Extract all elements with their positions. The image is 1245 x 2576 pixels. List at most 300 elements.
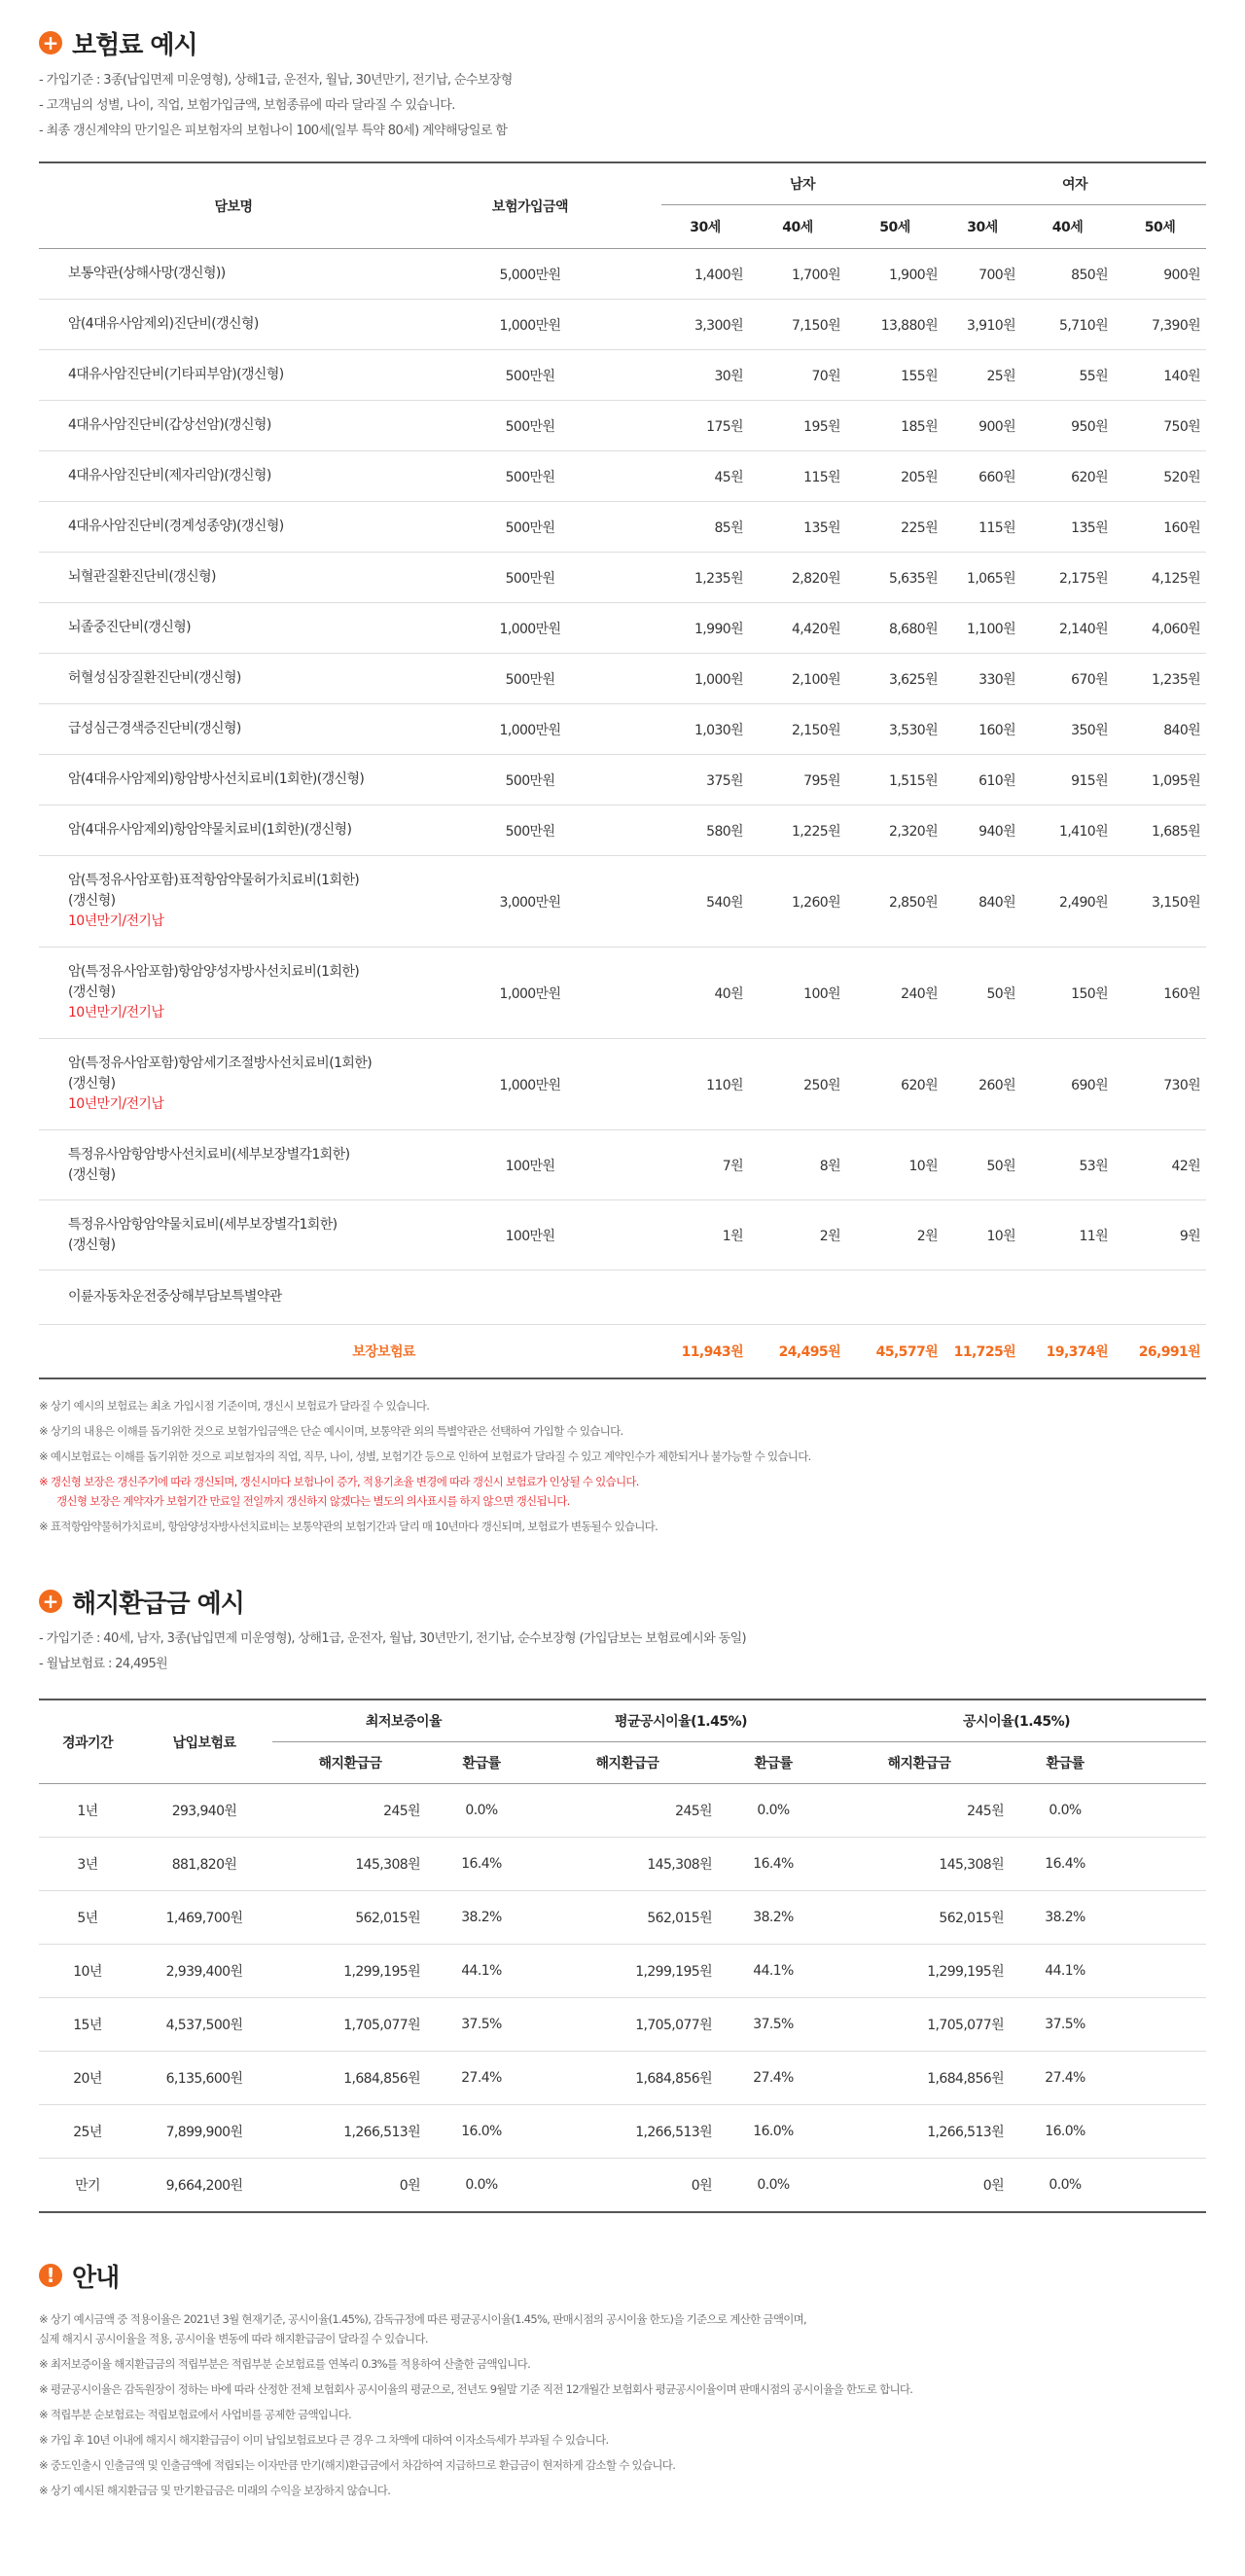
- male-premium: [846, 1270, 943, 1325]
- spacer-cell: [632, 451, 661, 502]
- refund-rate: 0.0%: [428, 1784, 535, 1838]
- female-premium: 520원: [1114, 451, 1206, 502]
- note-line: 갱신형 보장은 계약자가 보험기간 만료일 전일까지 갱신하지 않겠다는 별도의 의사표시를 하지 않으면 갱신됩니다.: [56, 1494, 570, 1508]
- refund-rate: 44.1%: [1012, 1945, 1119, 1998]
- female-premium: 55원: [1021, 350, 1114, 401]
- coverage-name: [39, 654, 428, 704]
- premium-notes: [39, 1393, 1245, 1539]
- male-premium: 13,880원: [846, 300, 943, 350]
- spacer-cell: [632, 1200, 661, 1270]
- male-premium: 155원: [846, 350, 943, 401]
- period-header: 경과기간: [39, 1699, 136, 1784]
- female-age-header: 40세: [1021, 205, 1114, 249]
- amount-header: 보험가입금액: [428, 162, 632, 249]
- spacer-cell: [1119, 1891, 1206, 1945]
- guide-title: 안내: [72, 2263, 120, 2293]
- female-premium: 9원: [1114, 1200, 1206, 1270]
- female-premium: 135원: [1021, 502, 1114, 553]
- coverage-amount: 500만원: [428, 553, 632, 603]
- note-line: ※ 적립부분 순보험료는 적립보험료에서 사업비를 공제한 금액입니다.: [39, 2408, 352, 2421]
- coverage-name-line: 특정유사암항암방사선치료비(세부보장별각1회한): [68, 1146, 350, 1163]
- spacer-cell: [632, 948, 661, 1039]
- refund-rate: 0.0%: [1012, 2159, 1119, 2213]
- female-premium: 700원: [943, 249, 1021, 300]
- male-premium: 375원: [661, 755, 749, 805]
- coverage-name-line: (갱신형): [68, 1166, 116, 1183]
- male-premium: 2,100원: [749, 654, 846, 704]
- note-line: ※ 상기 예시의 보험료는 최초 가입시점 기준이며, 갱신시 보험료가 달라질 수 있습니다.: [39, 1399, 430, 1413]
- coverage-header: 담보명: [39, 162, 428, 249]
- male-premium: 135원: [749, 502, 846, 553]
- rate-group-header: 평균공시이율(1.45%): [535, 1699, 827, 1742]
- female-premium: 1,065원: [943, 553, 1021, 603]
- male-premium: 70원: [749, 350, 846, 401]
- coverage-name: [39, 1130, 428, 1200]
- coverage-name-line: (갱신형): [68, 893, 116, 909]
- coverage-name-line: 암(4대유사암제외)항암방사선치료비(1회한)(갱신형): [68, 771, 365, 787]
- premium-desc-line: - 최종 갱신계약의 만기일은 피보험자의 보험나이 100세(일부 특약 80세) 계약해당일로 함: [39, 124, 508, 138]
- coverage-name: [39, 704, 428, 755]
- female-total: 26,991원: [1138, 1344, 1201, 1360]
- spacer-cell: [1119, 2052, 1206, 2105]
- refund-paid: 9,664,200원: [136, 2159, 272, 2213]
- male-premium: 2,150원: [749, 704, 846, 755]
- male-premium: 7원: [661, 1130, 749, 1200]
- spacer-cell: [632, 249, 661, 300]
- coverage-name-line: 암(특정유사암포함)항암세기조절방사선치료비(1회한): [68, 1055, 373, 1071]
- male-total: 24,495원: [778, 1344, 840, 1360]
- spacer-cell: [632, 805, 661, 856]
- refund-paid: 6,135,600원: [136, 2052, 272, 2105]
- coverage-name: [39, 948, 428, 1039]
- refund-period: 10년: [39, 1945, 136, 1998]
- female-header: 여자: [943, 162, 1206, 205]
- coverage-name: [39, 603, 428, 654]
- spacer-cell: [632, 350, 661, 401]
- female-premium: 4,125원: [1114, 553, 1206, 603]
- refund-amount: 1,266,513원: [272, 2105, 428, 2159]
- female-premium: 900원: [943, 401, 1021, 451]
- refund-period: 25년: [39, 2105, 136, 2159]
- refund-table: [39, 1699, 1206, 2213]
- note-line: ※ 표적항암약물허가치료비, 항암양성자방사선치료비는 보통약관의 보험기간과 달리 매 10년마다 갱신되며, 보험료가 변동될수 있습니다.: [39, 1520, 658, 1533]
- spacer-cell: [1119, 2105, 1206, 2159]
- coverage-amount: 1,000만원: [428, 603, 632, 654]
- female-premium: 330원: [943, 654, 1021, 704]
- coverage-amount: 500만원: [428, 654, 632, 704]
- male-premium: 240원: [846, 948, 943, 1039]
- female-premium: 1,095원: [1114, 755, 1206, 805]
- spacer-cell: [632, 401, 661, 451]
- coverage-name: [39, 249, 428, 300]
- premium-desc-line: - 가입기준 : 3종(납입면제 미운영형), 상해1급, 운전자, 월납, 30년만기, 전기납, 순수보장형: [39, 73, 513, 88]
- female-premium: 670원: [1021, 654, 1114, 704]
- refund-amount: 1,266,513원: [827, 2105, 1012, 2159]
- refund-amount: 1,705,077원: [535, 1998, 720, 2052]
- refund-section-header: [39, 1582, 1245, 1621]
- premium-row: [39, 704, 1206, 755]
- guide-notes: [39, 2307, 1245, 2503]
- refund-amount: 1,299,195원: [272, 1945, 428, 1998]
- male-premium: [661, 1270, 749, 1325]
- coverage-name-line: 뇌졸중진단비(갱신형): [68, 620, 192, 635]
- premium-description: [39, 68, 1245, 144]
- refund-rate: 0.0%: [720, 1784, 827, 1838]
- premium-row: [39, 300, 1206, 350]
- male-premium: 795원: [749, 755, 846, 805]
- refund-period: 5년: [39, 1891, 136, 1945]
- male-age-header: 40세: [749, 205, 846, 249]
- male-premium: 225원: [846, 502, 943, 553]
- spacer-cell: [632, 1039, 661, 1130]
- coverage-amount: 500만원: [428, 805, 632, 856]
- female-premium: 10원: [943, 1200, 1021, 1270]
- coverage-name-line: 암(특정유사암포함)항암양성자방사선치료비(1회한): [68, 964, 360, 980]
- coverage-term-note: 10년만기/전기납: [68, 1005, 164, 1020]
- total-label: 보장보험료: [352, 1344, 415, 1360]
- female-premium: 50원: [943, 1130, 1021, 1200]
- refund-sub-header: 해지환급금: [535, 1742, 720, 1784]
- male-premium: 30원: [661, 350, 749, 401]
- female-premium: 940원: [943, 805, 1021, 856]
- refund-rate: 27.4%: [1012, 2052, 1119, 2105]
- refund-amount: 245원: [827, 1784, 1012, 1838]
- coverage-name-line: 암(특정유사암포함)표적항암약물허가치료비(1회한): [68, 873, 360, 888]
- coverage-name-line: 급성심근경색증진단비(갱신형): [68, 721, 241, 736]
- male-premium: 1,235원: [661, 553, 749, 603]
- coverage-name: [39, 401, 428, 451]
- refund-rate: 0.0%: [720, 2159, 827, 2213]
- note-line: ※ 가입 후 10년 이내에 해지시 해지환급금이 이미 납입보험료보다 큰 경우 그 차액에 대하여 이자소득세가 부과될 수 있습니다.: [39, 2433, 609, 2447]
- female-premium: 42원: [1114, 1130, 1206, 1200]
- refund-period: 15년: [39, 1998, 136, 2052]
- female-premium: 660원: [943, 451, 1021, 502]
- refund-amount: 562,015원: [535, 1891, 720, 1945]
- coverage-name-line: (갱신형): [68, 984, 116, 1000]
- coverage-amount: 1,000만원: [428, 704, 632, 755]
- spacer-cell: [632, 755, 661, 805]
- refund-amount: 145,308원: [827, 1838, 1012, 1891]
- coverage-name-line: 보통약관(상해사망(갱신형)): [68, 266, 226, 281]
- refund-paid: 4,537,500원: [136, 1998, 272, 2052]
- spacer-cell: [1119, 2159, 1206, 2213]
- spacer-cell: [1119, 1998, 1206, 2052]
- coverage-name-line: 특정유사암항암약물치료비(세부보장별각1회한): [68, 1216, 338, 1233]
- coverage-name-line: 암(4대유사암제외)항암약물치료비(1회한)(갱신형): [68, 822, 352, 838]
- refund-period: 3년: [39, 1838, 136, 1891]
- refund-sub-header: 환급률: [720, 1742, 827, 1784]
- premium-row: [39, 553, 1206, 603]
- female-premium: 4,060원: [1114, 603, 1206, 654]
- female-premium: 53원: [1021, 1130, 1114, 1200]
- female-premium: 1,235원: [1114, 654, 1206, 704]
- coverage-name: [39, 1200, 428, 1270]
- male-premium: 3,300원: [661, 300, 749, 350]
- refund-sub-header-spacer: [1119, 1742, 1206, 1784]
- refund-row: [39, 2105, 1206, 2159]
- spacer-cell: [632, 1130, 661, 1200]
- refund-amount: 0원: [272, 2159, 428, 2213]
- male-premium: 7,150원: [749, 300, 846, 350]
- refund-rate: 16.0%: [720, 2105, 827, 2159]
- male-premium: 2원: [749, 1200, 846, 1270]
- coverage-name: [39, 856, 428, 948]
- female-premium: 150원: [1021, 948, 1114, 1039]
- spacer-cell: [632, 300, 661, 350]
- refund-paid: 7,899,900원: [136, 2105, 272, 2159]
- male-premium: 4,420원: [749, 603, 846, 654]
- refund-rate: 37.5%: [720, 1998, 827, 2052]
- note-line: ※ 중도인출시 인출금액 및 인출금액에 적립되는 이자만큼 만기(해지)환급금에서 차감하여 지급하므로 환급금이 현저하게 감소할 수 있습니다.: [39, 2458, 676, 2472]
- premium-row: [39, 755, 1206, 805]
- refund-amount: 145,308원: [535, 1838, 720, 1891]
- refund-rate: 44.1%: [720, 1945, 827, 1998]
- refund-row: [39, 2159, 1206, 2213]
- refund-rate: 16.4%: [428, 1838, 535, 1891]
- male-premium: 1,400원: [661, 249, 749, 300]
- refund-rate: 37.5%: [1012, 1998, 1119, 2052]
- female-premium: 25원: [943, 350, 1021, 401]
- female-premium: 950원: [1021, 401, 1114, 451]
- refund-rate: 16.0%: [428, 2105, 535, 2159]
- male-premium: 8,680원: [846, 603, 943, 654]
- note-line: ※ 상기 예시된 해지환급금 및 만기환급금은 미래의 수익을 보장하지 않습니다.: [39, 2484, 391, 2497]
- coverage-name-line: 이륜자동차운전중상해부담보특별약관: [68, 1289, 282, 1305]
- refund-amount: 1,705,077원: [827, 1998, 1012, 2052]
- male-premium: 100원: [749, 948, 846, 1039]
- premium-section-header: [39, 23, 1245, 62]
- female-premium: 5,710원: [1021, 300, 1114, 350]
- coverage-amount: 3,000만원: [428, 856, 632, 948]
- female-premium: 915원: [1021, 755, 1114, 805]
- refund-amount: 1,684,856원: [535, 2052, 720, 2105]
- coverage-amount: 500만원: [428, 401, 632, 451]
- spacer-cell: [1119, 1838, 1206, 1891]
- exclamation-circle-icon: !: [39, 2264, 62, 2287]
- refund-amount: 0원: [827, 2159, 1012, 2213]
- coverage-name: [39, 553, 428, 603]
- refund-rate: 38.2%: [428, 1891, 535, 1945]
- male-premium: 1,225원: [749, 805, 846, 856]
- note-line: ※ 최저보증이율 해지환급금의 적립부분은 적립부분 순보험료를 연복리 0.3%를 적용하여 산출한 금액입니다.: [39, 2357, 531, 2371]
- premium-row: [39, 401, 1206, 451]
- refund-rate: 38.2%: [1012, 1891, 1119, 1945]
- premium-row: [39, 856, 1206, 948]
- premium-title: 보험료 예시: [72, 30, 197, 60]
- note-line: ※ 평균공시이율은 감독원장이 정하는 바에 따라 산정한 전체 보험회사 공시이율의 평균으로, 전년도 9월말 기준 직전 12개월간 보험회사 평균공시이율이며 판매시점의 공시이율을 한도로 합니다.: [39, 2382, 913, 2396]
- female-premium: 140원: [1114, 350, 1206, 401]
- female-premium: 730원: [1114, 1039, 1206, 1130]
- female-total: 11,725원: [953, 1344, 1016, 1360]
- coverage-name-line: 뇌혈관질환진단비(갱신형): [68, 569, 216, 585]
- premium-row: [39, 502, 1206, 553]
- male-premium: 10원: [846, 1130, 943, 1200]
- coverage-name: [39, 300, 428, 350]
- female-premium: 1,685원: [1114, 805, 1206, 856]
- male-premium: 175원: [661, 401, 749, 451]
- coverage-amount: 500만원: [428, 451, 632, 502]
- spacer-cell: [632, 856, 661, 948]
- coverage-amount: 1,000만원: [428, 1039, 632, 1130]
- coverage-name: [39, 451, 428, 502]
- female-premium: 50원: [943, 948, 1021, 1039]
- male-premium: 185원: [846, 401, 943, 451]
- coverage-name: [39, 755, 428, 805]
- coverage-name-line: (갱신형): [68, 1236, 116, 1253]
- female-premium: 160원: [1114, 502, 1206, 553]
- refund-row: [39, 1784, 1206, 1838]
- premium-row: [39, 1130, 1206, 1200]
- male-premium: 3,625원: [846, 654, 943, 704]
- refund-rate: 27.4%: [720, 2052, 827, 2105]
- note-line: ※ 예시보험료는 이해를 돕기위한 것으로 피보험자의 직업, 직무, 나이, 성별, 보험기간 등으로 인하여 보험료가 달라질 수 있고 계약인수가 제한되거나 불가능할 수 있습니다.: [39, 1449, 811, 1463]
- refund-amount: 245원: [272, 1784, 428, 1838]
- male-total: 11,943원: [681, 1344, 743, 1360]
- male-premium: 2,850원: [846, 856, 943, 948]
- coverage-name: [39, 1039, 428, 1130]
- refund-amount: 1,684,856원: [272, 2052, 428, 2105]
- female-premium: 7,390원: [1114, 300, 1206, 350]
- spacer-cell: [632, 603, 661, 654]
- female-premium: 850원: [1021, 249, 1114, 300]
- refund-sub-header: 환급률: [428, 1742, 535, 1784]
- female-total: 19,374원: [1046, 1344, 1109, 1360]
- male-premium: 1,030원: [661, 704, 749, 755]
- guide-section-header: [39, 2256, 1245, 2295]
- female-premium: 160원: [1114, 948, 1206, 1039]
- refund-rate: 16.0%: [1012, 2105, 1119, 2159]
- premium-table: [39, 161, 1206, 1379]
- refund-amount: 562,015원: [272, 1891, 428, 1945]
- refund-rate: 16.4%: [720, 1838, 827, 1891]
- rate-group-header: 공시이율(1.45%): [827, 1699, 1206, 1742]
- refund-period: 만기: [39, 2159, 136, 2213]
- coverage-amount: 100만원: [428, 1130, 632, 1200]
- female-premium: [1021, 1270, 1114, 1325]
- male-premium: 2,320원: [846, 805, 943, 856]
- refund-amount: 245원: [535, 1784, 720, 1838]
- coverage-name: [39, 350, 428, 401]
- refund-desc-line: - 가입기준 : 40세, 남자, 3종(납입면제 미운영형), 상해1급, 운전자, 월납, 30년만기, 전기납, 순수보장형 (가입담보는 보험료예시와 동일): [39, 1631, 747, 1646]
- refund-amount: 0원: [535, 2159, 720, 2213]
- male-premium: 205원: [846, 451, 943, 502]
- coverage-amount: 1,000만원: [428, 300, 632, 350]
- male-age-header: 30세: [661, 205, 749, 249]
- male-premium: 580원: [661, 805, 749, 856]
- male-premium: 3,530원: [846, 704, 943, 755]
- refund-row: [39, 1838, 1206, 1891]
- premium-row: [39, 249, 1206, 300]
- male-premium: 2,820원: [749, 553, 846, 603]
- female-premium: 260원: [943, 1039, 1021, 1130]
- male-premium: 540원: [661, 856, 749, 948]
- female-premium: 620원: [1021, 451, 1114, 502]
- coverage-name-line: (갱신형): [68, 1076, 116, 1091]
- coverage-term-note: 10년만기/전기납: [68, 913, 164, 929]
- female-premium: 115원: [943, 502, 1021, 553]
- refund-sub-header: 환급률: [1012, 1742, 1119, 1784]
- female-premium: 750원: [1114, 401, 1206, 451]
- female-premium: 1,100원: [943, 603, 1021, 654]
- refund-amount: 145,308원: [272, 1838, 428, 1891]
- male-premium: 1,515원: [846, 755, 943, 805]
- spacer-cell: [632, 1270, 661, 1325]
- male-premium: 620원: [846, 1039, 943, 1130]
- female-premium: 2,175원: [1021, 553, 1114, 603]
- refund-amount: 1,299,195원: [535, 1945, 720, 1998]
- female-age-header: 30세: [943, 205, 1021, 249]
- female-premium: 900원: [1114, 249, 1206, 300]
- refund-paid: 1,469,700원: [136, 1891, 272, 1945]
- coverage-name: [39, 502, 428, 553]
- refund-row: [39, 1998, 1206, 2052]
- female-premium: 11원: [1021, 1200, 1114, 1270]
- female-premium: 1,410원: [1021, 805, 1114, 856]
- male-premium: 1,260원: [749, 856, 846, 948]
- refund-period: 1년: [39, 1784, 136, 1838]
- note-line: ※ 상기의 내용은 이해를 돕기위한 것으로 보험가입금액은 단순 예시이며, 보통약관 외의 특별약관은 선택하여 가입할 수 있습니다.: [39, 1424, 623, 1438]
- coverage-name-line: 허혈성심장질환진단비(갱신형): [68, 670, 241, 686]
- refund-rate: 44.1%: [428, 1945, 535, 1998]
- female-premium: 2,140원: [1021, 603, 1114, 654]
- coverage-name: [39, 1270, 428, 1325]
- refund-row: [39, 1945, 1206, 1998]
- premium-row: [39, 654, 1206, 704]
- coverage-amount: 500만원: [428, 755, 632, 805]
- female-premium: 610원: [943, 755, 1021, 805]
- male-premium: 1원: [661, 1200, 749, 1270]
- spacer-cell: [1119, 1784, 1206, 1838]
- premium-row: [39, 603, 1206, 654]
- male-premium: 5,635원: [846, 553, 943, 603]
- female-premium: 840원: [1114, 704, 1206, 755]
- refund-sub-header: 해지환급금: [272, 1742, 428, 1784]
- paid-header: 납입보험료: [136, 1699, 272, 1784]
- refund-rate: 27.4%: [428, 2052, 535, 2105]
- male-premium: 8원: [749, 1130, 846, 1200]
- female-premium: 2,490원: [1021, 856, 1114, 948]
- refund-rate: 16.4%: [1012, 1838, 1119, 1891]
- coverage-name-line: 암(4대유사암제외)진단비(갱신형): [68, 316, 259, 332]
- male-premium: [749, 1270, 846, 1325]
- page-wrapper: [39, 23, 1245, 2503]
- premium-row: [39, 948, 1206, 1039]
- refund-amount: 1,705,077원: [272, 1998, 428, 2052]
- male-premium: 2원: [846, 1200, 943, 1270]
- refund-amount: 1,684,856원: [827, 2052, 1012, 2105]
- premium-desc-line: - 고객님의 성별, 나이, 직업, 보험가입금액, 보험종류에 따라 달라질 수 있습니다.: [39, 98, 455, 113]
- coverage-amount: 500만원: [428, 350, 632, 401]
- male-total: 45,577원: [875, 1344, 939, 1360]
- male-premium: 195원: [749, 401, 846, 451]
- refund-amount: 1,266,513원: [535, 2105, 720, 2159]
- female-premium: 350원: [1021, 704, 1114, 755]
- refund-paid: 881,820원: [136, 1838, 272, 1891]
- spacer-header: [632, 162, 661, 249]
- spacer-cell: [632, 553, 661, 603]
- refund-rate: 38.2%: [720, 1891, 827, 1945]
- premium-row: [39, 1270, 1206, 1325]
- spacer-cell: [632, 654, 661, 704]
- male-premium: 85원: [661, 502, 749, 553]
- premium-row: [39, 350, 1206, 401]
- note-line: 실제 해지시 공시이율을 적용, 공시이율 변동에 따라 해지환급금이 달라질 수 있습니다.: [39, 2332, 428, 2345]
- coverage-amount: 100만원: [428, 1200, 632, 1270]
- premium-row: [39, 451, 1206, 502]
- refund-description: [39, 1627, 1245, 1677]
- coverage-amount: 500만원: [428, 502, 632, 553]
- coverage-name-line: 4대유사암진단비(갑상선암)(갱신형): [68, 417, 271, 433]
